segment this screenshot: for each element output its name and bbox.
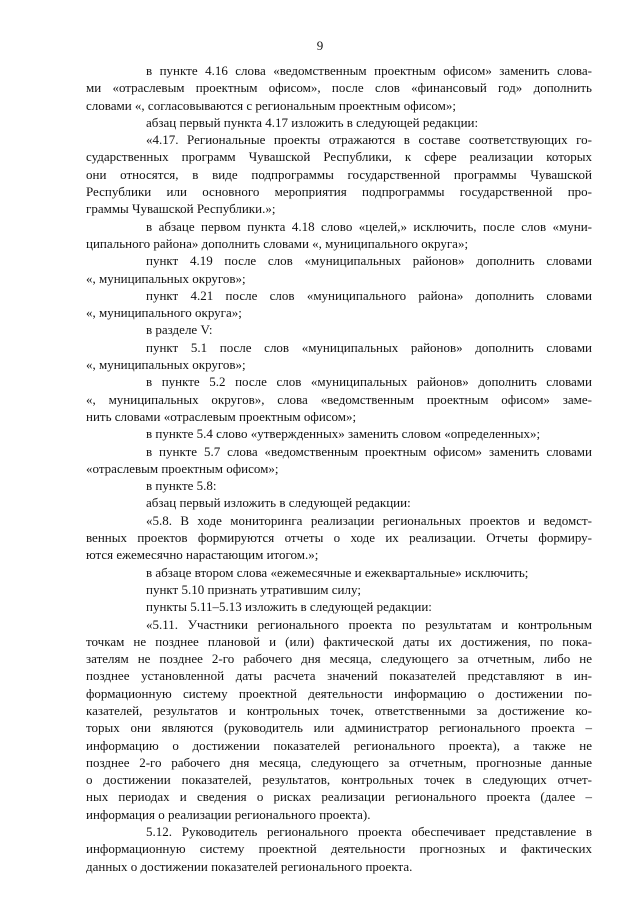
text-line: в пункте 4.16 слова «ведомственным проектным офисом» заменить слова- xyxy=(146,63,592,78)
text-line: «отраслевым проектным офисом»; xyxy=(86,460,279,476)
paragraph xyxy=(86,823,592,875)
paragraph xyxy=(86,339,592,374)
paragraph xyxy=(86,581,592,598)
text-line: ных периодах и сведения о рисках реализации регионального проекта (далее – xyxy=(86,789,592,805)
text-line: о достижении показателей, результатов, контрольных точек в следующих отчет- xyxy=(86,772,592,788)
text-line: Республики или основного мероприятия подпрограммы государственной про- xyxy=(86,184,592,200)
paragraph xyxy=(86,131,592,217)
text-line: позднее установленной даты расчета значений показателей представляют в ин- xyxy=(86,668,592,684)
paragraph xyxy=(86,425,592,442)
text-line: в пункте 5.7 слова «ведомственным проектным офисом» заменить словами xyxy=(146,443,592,459)
text-line: «, муниципальных округов»; xyxy=(86,357,246,373)
paragraph xyxy=(86,443,592,478)
document-body xyxy=(86,62,592,875)
text-line: «5.8. В ходе мониторинга реализации региональных проектов и ведомст- xyxy=(146,512,592,528)
text-line: точкам не позднее плановой и (или) фактической даты их достижения, по пока- xyxy=(86,633,592,649)
text-line: «5.11. Участники регионального проекта по результатам и контрольным xyxy=(146,616,592,632)
text-line: в абзаце втором слова «ежемесячные и ежеквартальные» исключить; xyxy=(146,564,529,580)
text-line: торых они являются (руководитель или администратор регионального проекта – xyxy=(86,720,592,736)
text-line: в пункте 5.4 слово «утвержденных» заменить словом «определенных»; xyxy=(146,426,541,442)
text-line: они относятся, в виде подпрограммы государственной программы Чувашской xyxy=(86,166,592,182)
text-line: ципального района» дополнить словами «, муниципального округа»; xyxy=(86,235,469,251)
text-line: информацию о достижении показателей регионального проекта), а также не xyxy=(86,737,592,753)
page-number: 9 xyxy=(316,38,324,53)
paragraph xyxy=(86,114,592,131)
text-line: информация о реализации регионального проекта). xyxy=(86,806,371,822)
paragraph xyxy=(86,218,592,253)
paragraph xyxy=(86,494,592,511)
paragraph xyxy=(86,512,592,564)
text-line: сударственных программ Чувашской Республики, к сфере реализации которых xyxy=(86,149,592,165)
text-line: «, муниципальных округов», слова «ведомственным проектным офисом» заме- xyxy=(86,391,592,407)
text-line: пункты 5.11–5.13 изложить в следующей редакции: xyxy=(146,599,432,615)
text-line: в абзаце первом пункта 4.18 слово «целей,» исключить, после слов «муни- xyxy=(146,218,592,234)
text-line: абзац первый изложить в следующей редакции: xyxy=(146,495,411,511)
paragraph xyxy=(86,616,592,824)
paragraph xyxy=(86,598,592,615)
text-line: абзац первый пункта 4.17 изложить в следующей редакции: xyxy=(146,114,479,130)
paragraph xyxy=(86,477,592,494)
text-line: «, муниципального округа»; xyxy=(86,305,242,321)
paragraph xyxy=(86,321,592,338)
text-line: ются ежемесячно нарастающим итогом.»; xyxy=(86,547,319,563)
text-line: «4.17. Региональные проекты отражаются в составе соответствующих го- xyxy=(146,132,592,148)
paragraph xyxy=(86,62,592,114)
text-line: пункт 4.21 после слов «муниципального района» дополнить словами xyxy=(146,287,592,303)
text-line: словами «, согласовываются с региональным проектным офисом»; xyxy=(86,97,457,113)
text-line: нить словами «отраслевым проектным офисом»; xyxy=(86,408,357,424)
text-line: граммы Чувашской Республики.»; xyxy=(86,201,276,217)
text-line: казателей, результатов и контрольных точек, ответственными за достижение ко- xyxy=(86,702,592,718)
text-line: данных о достижении показателей регионального проекта. xyxy=(86,858,413,874)
text-line: пункт 4.19 после слов «муниципальных районов» дополнить словами xyxy=(146,253,592,269)
paragraph xyxy=(86,564,592,581)
text-line: зателям не позднее 2-го рабочего дня месяца, следующего за отчетным, либо не xyxy=(86,651,592,667)
text-line: ми «отраслевым проектным офисом», после слов «финансовый год» дополнить xyxy=(86,80,592,96)
text-line: информационную систему проектной деятельности прогнозных и фактических xyxy=(86,841,592,857)
paragraph xyxy=(86,287,592,322)
text-line: в пункте 5.2 после слов «муниципальных районов» дополнить словами xyxy=(146,374,592,390)
text-line: позднее 2-го рабочего дня месяца, следующего за отчетным, прогнозные данные xyxy=(86,754,592,770)
text-line: формационную систему проектной деятельности информацию о достижении по- xyxy=(86,685,592,701)
text-line: 5.12. Руководитель регионального проекта обеспечивает представление в xyxy=(146,824,592,840)
text-line: в пункте 5.8: xyxy=(146,478,217,494)
text-line: пункт 5.10 признать утратившим силу; xyxy=(146,581,361,597)
text-line: «, муниципальных округов»; xyxy=(86,270,246,286)
text-line: венных проектов формируются отчеты о ходе их реализации. Отчеты формиру- xyxy=(86,530,592,546)
text-line: пункт 5.1 после слов «муниципальных районов» дополнить словами xyxy=(146,339,592,355)
text-line: в разделе V: xyxy=(146,322,213,338)
paragraph xyxy=(86,373,592,425)
paragraph xyxy=(86,252,592,287)
